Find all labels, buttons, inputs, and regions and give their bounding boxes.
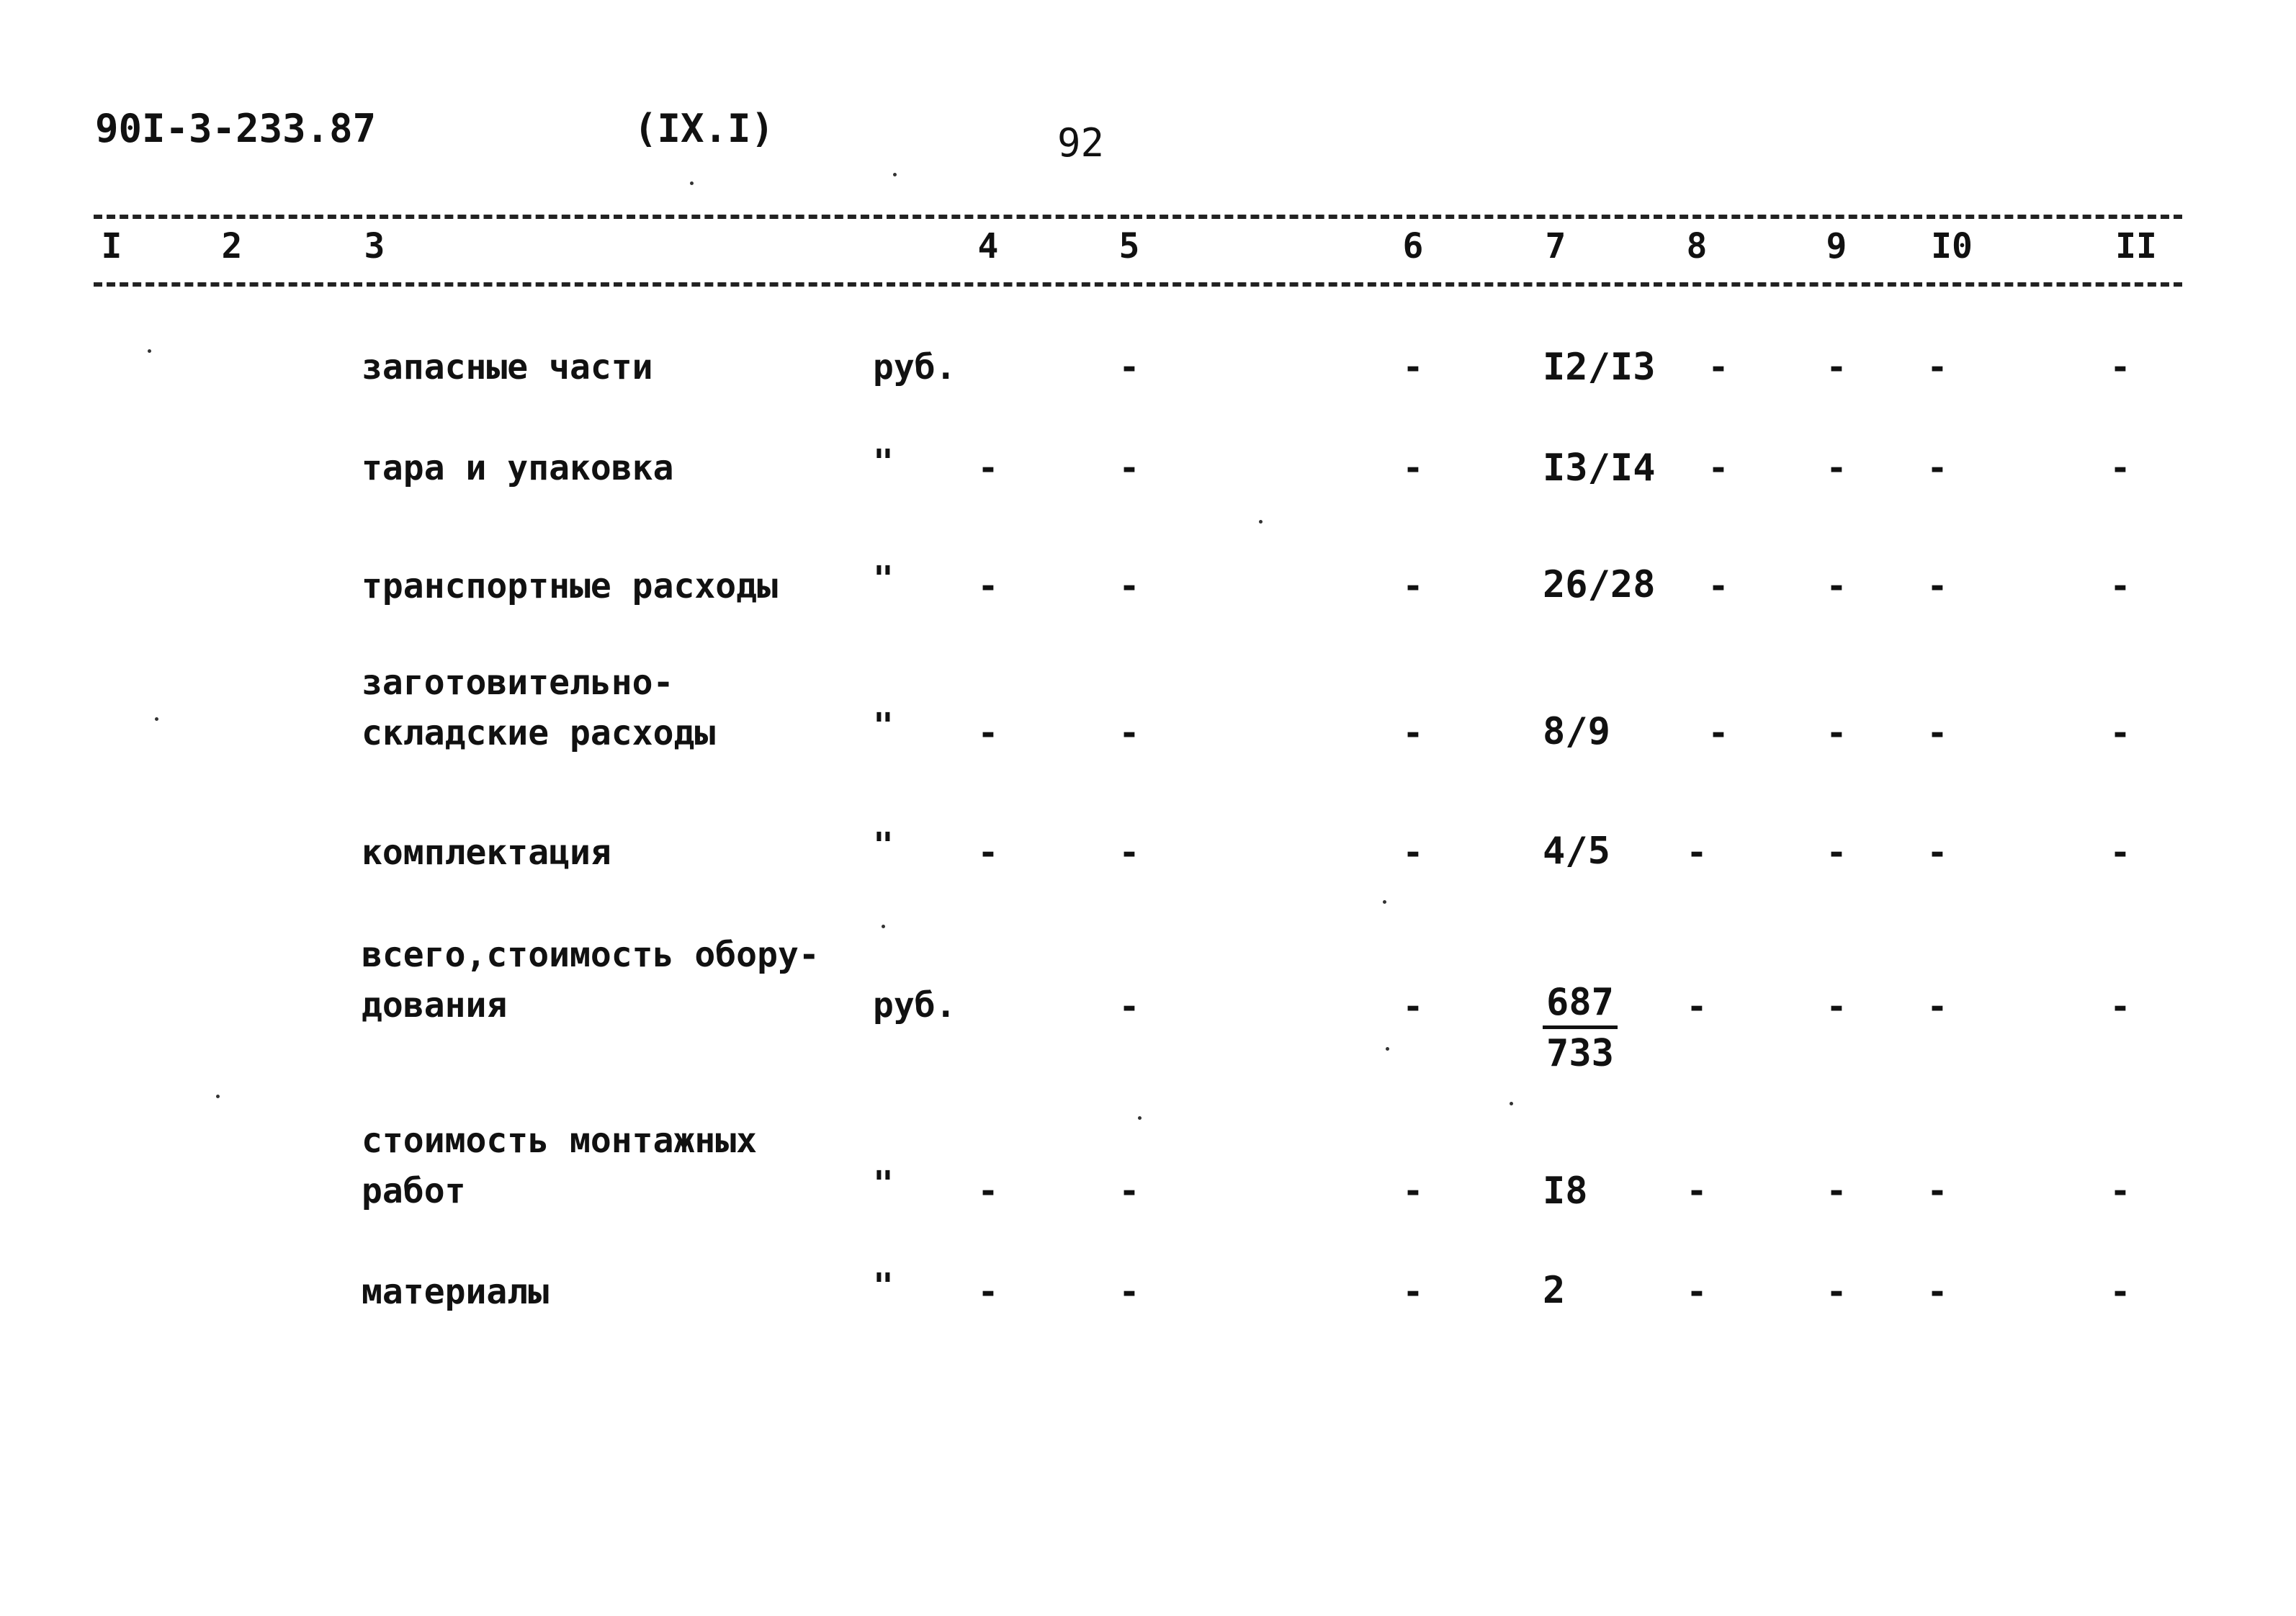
fraction-denominator: 733: [1546, 1032, 1614, 1075]
col4-cell: -: [977, 713, 999, 753]
col8-cell: -: [1686, 832, 1708, 873]
col10-cell: -: [1927, 347, 1948, 387]
col9-cell: -: [1826, 347, 1847, 387]
page-number: 92: [1057, 120, 1105, 166]
unit-cell: руб.: [873, 347, 956, 387]
col11-cell: -: [2109, 713, 2131, 753]
col7-cell: 2: [1543, 1269, 1566, 1312]
row-label: транспортные расходы: [362, 566, 778, 606]
col9-cell: -: [1826, 987, 1847, 1027]
scan-speck: [148, 349, 151, 353]
col9-cell: -: [1826, 448, 1847, 488]
col4-cell: -: [977, 832, 999, 873]
header-top-rule: [94, 215, 2182, 219]
fraction-numerator: 687: [1543, 984, 1618, 1029]
col5-cell: -: [1118, 1272, 1140, 1312]
unit-cell: ": [873, 1266, 894, 1306]
col7-cell: I8: [1543, 1170, 1588, 1213]
scan-speck: [155, 717, 158, 721]
unit-cell: ": [873, 559, 894, 599]
row-label: запасные части: [362, 347, 653, 387]
scan-speck: [1386, 1047, 1389, 1051]
col8-cell: -: [1686, 987, 1708, 1027]
col5-cell: -: [1118, 448, 1140, 488]
column-header-9: 9: [1826, 226, 1847, 266]
col5-cell: -: [1118, 347, 1140, 387]
col8-cell: -: [1708, 448, 1729, 488]
col8-cell: -: [1708, 566, 1729, 606]
unit-cell: ": [873, 706, 894, 746]
col9-cell: -: [1826, 1272, 1847, 1312]
col11-cell: -: [2109, 1171, 2131, 1211]
scan-speck: [1259, 520, 1263, 524]
unit-cell: ": [873, 442, 894, 482]
col8-cell: -: [1708, 713, 1729, 753]
column-header-4: 4: [977, 226, 999, 266]
row-label-line-2: дования: [362, 985, 508, 1025]
column-header-3: 3: [364, 226, 385, 266]
col7-cell: I2/I3: [1543, 346, 1656, 389]
scan-speck: [1138, 1116, 1142, 1120]
unit-cell: руб.: [873, 985, 956, 1025]
col7-cell: 8/9: [1543, 710, 1610, 753]
row-label-line-2: складские расходы: [362, 713, 716, 753]
column-header-10: I0: [1931, 226, 1973, 266]
col9-cell: -: [1826, 713, 1847, 753]
column-header-1: I: [101, 226, 122, 266]
col4-cell: -: [977, 448, 999, 488]
col9-cell: -: [1826, 832, 1847, 873]
col11-cell: -: [2109, 566, 2131, 606]
col5-cell: -: [1118, 832, 1140, 873]
column-header-8: 8: [1686, 226, 1708, 266]
col6-cell: -: [1402, 1171, 1424, 1211]
col6-cell: -: [1402, 1272, 1424, 1312]
col6-cell: -: [1402, 347, 1424, 387]
col10-cell: -: [1927, 1272, 1948, 1312]
scan-speck: [1510, 1102, 1513, 1105]
col7-cell: 4/5: [1543, 830, 1610, 873]
col6-cell: -: [1402, 566, 1424, 606]
column-header-5: 5: [1118, 226, 1140, 266]
col11-cell: -: [2109, 1272, 2131, 1312]
unit-cell: ": [873, 1164, 894, 1204]
row-label: материалы: [362, 1272, 550, 1312]
col11-cell: -: [2109, 987, 2131, 1027]
col10-cell: -: [1927, 713, 1948, 753]
col11-cell: -: [2109, 347, 2131, 387]
scan-speck: [690, 181, 694, 185]
row-label-line-1: всего,стоимость обору-: [362, 935, 820, 975]
row-label-line-2: работ: [362, 1171, 466, 1211]
col11-cell: -: [2109, 832, 2131, 873]
header-bottom-rule: [94, 282, 2182, 287]
col5-cell: -: [1118, 713, 1140, 753]
document-code: 90I-3-233.87: [95, 106, 377, 151]
col6-cell: -: [1402, 713, 1424, 753]
col10-cell: -: [1927, 832, 1948, 873]
row-label-line-1: заготовительно-: [362, 663, 674, 703]
col8-cell: -: [1686, 1171, 1708, 1211]
row-label: тара и упаковка: [362, 448, 674, 488]
col10-cell: -: [1927, 448, 1948, 488]
col5-cell: -: [1118, 566, 1140, 606]
col7-fraction: [1543, 981, 1618, 1075]
unit-cell: ": [873, 825, 894, 866]
column-header-6: 6: [1402, 226, 1424, 266]
scan-speck: [882, 925, 885, 928]
scan-speck: [893, 173, 897, 176]
column-header-7: 7: [1545, 226, 1566, 266]
scan-speck: [1383, 900, 1386, 904]
col5-cell: -: [1118, 1171, 1140, 1211]
col6-cell: -: [1402, 987, 1424, 1027]
col9-cell: -: [1826, 566, 1847, 606]
col8-cell: -: [1708, 347, 1729, 387]
col9-cell: -: [1826, 1171, 1847, 1211]
col4-cell: -: [977, 1171, 999, 1211]
col7-cell: I3/I4: [1543, 446, 1656, 490]
col10-cell: -: [1927, 566, 1948, 606]
col6-cell: -: [1402, 832, 1424, 873]
column-header-11: II: [2115, 226, 2157, 266]
column-header-2: 2: [221, 226, 243, 266]
col11-cell: -: [2109, 448, 2131, 488]
col10-cell: -: [1927, 987, 1948, 1027]
col7-cell: 26/28: [1543, 563, 1656, 606]
col10-cell: -: [1927, 1171, 1948, 1211]
row-label: комплектация: [362, 832, 611, 873]
col4-cell: -: [977, 566, 999, 606]
row-label-line-1: стоимость монтажных: [362, 1121, 758, 1161]
col4-cell: -: [977, 1272, 999, 1312]
col6-cell: -: [1402, 448, 1424, 488]
scan-speck: [216, 1095, 220, 1098]
col5-cell: -: [1118, 987, 1140, 1027]
col8-cell: -: [1686, 1272, 1708, 1312]
section-number: (IX.I): [634, 106, 775, 151]
